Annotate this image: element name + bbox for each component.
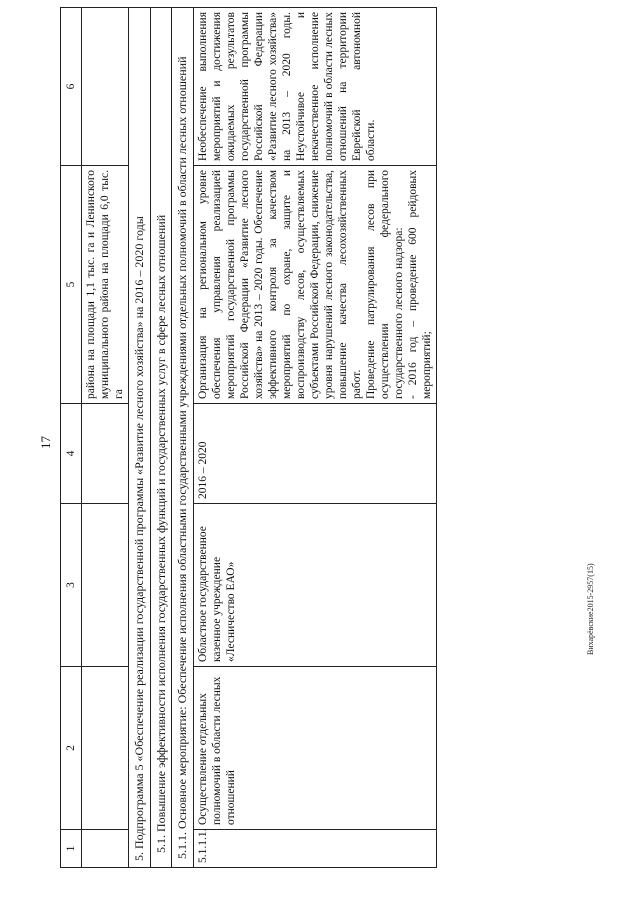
document-watermark: Вихарёвские2015-2957(15)	[586, 563, 595, 655]
header-col-6: 6	[61, 8, 82, 166]
result-line-2: Проведение патрулирования лесов при осуществлении федерального государственного лесного надзора:	[365, 170, 406, 399]
main-event-row	[172, 8, 194, 868]
row-period: 2016 – 2020	[193, 404, 436, 504]
row-number: 5.1.1.1.	[193, 830, 436, 868]
table-row	[193, 8, 436, 868]
program-table	[60, 7, 437, 868]
continuation-text: района на площади 1,1 тыс. га и Ленинского муниципального района на площади 6,0 тыс. га	[82, 166, 129, 404]
subprogram-row	[129, 8, 151, 868]
task-row	[150, 8, 172, 868]
header-col-4: 4	[61, 404, 82, 504]
page-number: 17	[38, 436, 53, 449]
header-row	[61, 8, 82, 868]
header-col-3: 3	[61, 504, 82, 667]
header-col-2: 2	[61, 667, 82, 830]
header-col-1: 1	[61, 830, 82, 868]
result-line-1: Организация на региональном уровне обеспечения управления реализацией мероприятий государственной программы Российской Федерации «Развитие лесного хозяйства» на 2013 – 2020 годы. Обеспечение эффективного контроля за качеством мероприятий по охране, защите и воспроизводству лесов, осуществляемых субъектами Российской Федерации, снижение уровня нарушений лесного законодательства, повышение качества лесохозяйственных работ.	[196, 170, 364, 399]
rotated-document	[60, 8, 580, 868]
row-executor: Областное государственное казенное учреждение «Лесничество ЕАО»	[193, 504, 436, 667]
subprogram-title: 5. Подпрограмма 5 «Обеспечение реализации государственной программы «Развитие лесного хозяйства» на 2016 – 2020 годы	[129, 8, 151, 868]
row-consequences: Необеспечение выполнения мероприятий и достижения ожидаемых результатов государственной программы Российской Федерации «Развитие лесного хозяйства» на 2013 – 2020 годы. Неустойчивое и некачественное исполнение полномочий в области лесных отношений на территории Еврейской автономной области.	[193, 8, 436, 166]
result-line-3: - 2016 год – проведение 600 рейдовых мероприятий;	[407, 170, 434, 399]
header-col-5: 5	[61, 166, 82, 404]
main-event-title: 5.1.1. Основное мероприятие: Обеспечение исполнения областными государственными учреждениями отдельных полномочий в области лесных отношений	[172, 8, 194, 868]
task-title: 5.1. Повышение эффективности исполнения государственных функций и государственных услуг в сфере лесных отношений	[150, 8, 172, 868]
row-expected-result	[193, 166, 436, 404]
continuation-row	[82, 8, 129, 868]
row-event-name: Осуществление отдельных полномочий в области лесных отношений	[193, 667, 436, 830]
